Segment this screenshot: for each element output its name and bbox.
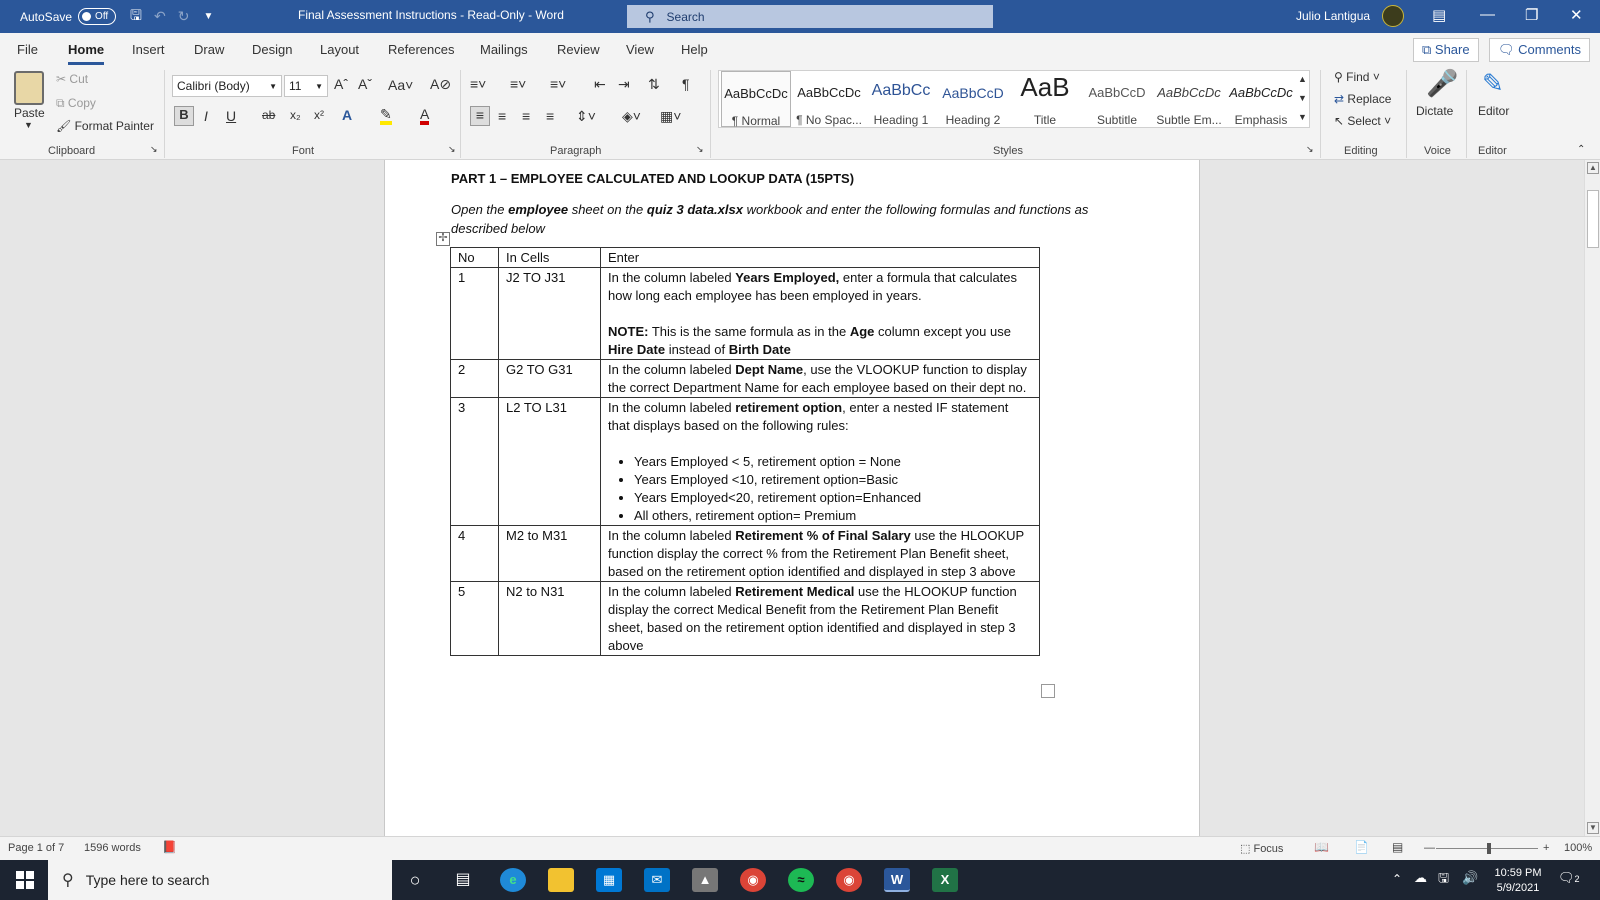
cut-icon: ✂ — [56, 72, 67, 86]
shrink-font-icon[interactable]: Aˇ — [358, 76, 372, 92]
autosave-label: AutoSave — [20, 9, 73, 24]
cell-bold: Age — [849, 324, 875, 339]
underline-icon[interactable]: U — [226, 108, 237, 124]
tab-mailings[interactable]: Mailings — [480, 42, 528, 57]
replace-icon: ⇄ — [1334, 92, 1345, 106]
cell-text: In the column labeled — [608, 400, 736, 415]
table-row — [451, 268, 1040, 360]
cell-bold: Years Employed, — [735, 270, 840, 285]
bold-icon[interactable]: B — [174, 106, 194, 126]
table-row — [451, 526, 1040, 582]
onedrive-icon[interactable]: ☁ — [1414, 870, 1427, 885]
list-item: • Years Employed < 5, retirement option = None — [634, 453, 1032, 471]
font-size-combo[interactable]: 11 ▼ — [284, 75, 328, 97]
copy-icon: ⧉ — [56, 96, 65, 110]
copy-button[interactable] — [56, 96, 96, 111]
cell-instructions — [601, 526, 1040, 582]
select-label: Select — [1347, 114, 1381, 128]
style-name: Emphasis — [1234, 113, 1288, 127]
style-name: Heading 1 — [873, 113, 929, 127]
windows-taskbar — [0, 860, 1600, 900]
taskbar-search-placeholder: Type here to search — [85, 872, 210, 888]
strikethrough-icon[interactable]: ab — [262, 108, 276, 122]
style-preview: AaBbCcDc — [724, 86, 788, 101]
align-center-icon[interactable]: ≡ — [498, 108, 507, 124]
cell-instructions — [601, 360, 1040, 398]
intro-text: Open the — [451, 202, 509, 217]
list-item: • Years Employed<20, retirement option=Enhanced — [634, 489, 1032, 507]
justify-icon[interactable]: ≡ — [546, 108, 555, 124]
intro-text: workbook and enter the following formulas and functions as described below — [451, 202, 1089, 236]
clock-date: 5/9/2021 — [1496, 882, 1540, 894]
style-title[interactable] — [1009, 71, 1081, 127]
divider — [710, 70, 711, 158]
tab-review[interactable]: Review — [557, 42, 600, 57]
styles-more-icon[interactable]: ▼ — [1298, 112, 1307, 122]
cell-text: In the column labeled — [608, 584, 736, 599]
document-title: Final Assessment Instructions - Read-Only - Word — [298, 8, 564, 22]
style-name: ¶ Normal — [731, 114, 781, 128]
search-box[interactable] — [627, 5, 993, 28]
cell-instructions — [601, 398, 1040, 526]
editing-group-label: Editing — [1344, 145, 1378, 157]
volume-icon[interactable]: 🔊 — [1462, 870, 1479, 885]
style-preview: AaBbCcDc — [1229, 85, 1293, 100]
divider — [1320, 70, 1321, 158]
cell-no: 1 — [451, 268, 499, 360]
cell-range: L2 TO L31 — [499, 398, 601, 526]
font-color-icon[interactable]: A — [420, 107, 429, 125]
cell-range: G2 TO G31 — [499, 360, 601, 398]
network-icon[interactable]: 🖫 — [1438, 870, 1450, 885]
style-heading-1[interactable] — [865, 71, 937, 127]
paste-icon[interactable] — [14, 71, 44, 105]
font-launcher-icon[interactable]: ↘ — [448, 144, 456, 154]
customize-qat-icon[interactable]: ▼ — [203, 11, 214, 22]
select-button[interactable]: ↖ Select ˅ — [1334, 114, 1392, 128]
undo-icon[interactable]: ↶ — [153, 8, 166, 24]
autosave-toggle[interactable] — [78, 8, 116, 25]
tab-insert[interactable]: Insert — [132, 42, 165, 57]
header-cell: In Cells — [499, 248, 601, 268]
format-painter-button[interactable] — [56, 119, 154, 133]
excel-icon[interactable]: X — [932, 868, 958, 892]
comments-button[interactable]: 🗨 Comments — [1489, 38, 1590, 62]
intro-text: sheet on the — [568, 202, 647, 217]
style-subtle-emphasis[interactable] — [1153, 71, 1225, 127]
align-left-icon[interactable]: ≡ — [470, 106, 490, 126]
status-bar — [0, 836, 1600, 860]
style-no-spacing[interactable] — [793, 71, 865, 127]
table-header-row — [451, 248, 1040, 268]
intro-paragraph — [451, 200, 1121, 238]
cell-bold: NOTE: — [608, 324, 649, 339]
cut-label: Cut — [69, 72, 89, 86]
print-layout-icon[interactable]: 📄 — [1354, 840, 1369, 854]
cell-bold: retirement option — [735, 400, 843, 415]
share-button[interactable]: ⧉ Share — [1413, 38, 1479, 62]
styles-gallery — [718, 70, 1310, 128]
redo-icon[interactable]: ↻ — [177, 8, 190, 24]
restore-icon[interactable]: ❐ — [1525, 7, 1539, 24]
decrease-indent-icon[interactable]: ⇤ — [594, 76, 606, 92]
avatar[interactable] — [1382, 5, 1404, 27]
increase-indent-icon[interactable]: ⇥ — [618, 76, 630, 92]
cell-no: 5 — [451, 582, 499, 656]
tab-view[interactable]: View — [626, 42, 654, 57]
cell-text: instead of — [665, 342, 729, 357]
copy-label: Copy — [67, 96, 96, 110]
read-mode-icon[interactable]: 📖 — [1314, 840, 1329, 854]
italic-icon[interactable]: I — [204, 108, 208, 124]
vertical-scrollbar[interactable] — [1584, 160, 1600, 836]
clock[interactable] — [1488, 866, 1548, 896]
cell-text: In the column labeled — [608, 528, 736, 543]
zoom-in-icon[interactable]: + — [1543, 842, 1550, 854]
shading-icon[interactable]: ◈˅ — [622, 108, 641, 124]
borders-icon[interactable]: ▦˅ — [660, 108, 682, 124]
style-preview: AaB — [1020, 72, 1070, 102]
find-icon: ⚲ — [1334, 70, 1343, 84]
note-paragraph — [608, 323, 1032, 359]
notifications-icon[interactable]: 🗨2 — [1558, 870, 1580, 885]
search-icon: ⚲ — [62, 872, 74, 889]
cell-text: , enter a nested IF statement that displays based on the following rules: — [608, 400, 1009, 433]
page-indicator[interactable]: Page 1 of 7 — [8, 842, 65, 854]
collapse-ribbon-icon[interactable]: ⌃ — [1577, 144, 1586, 155]
font-family-value: Calibri (Body) — [177, 79, 250, 93]
autosave-control[interactable] — [20, 8, 116, 25]
numbering-icon[interactable]: ≡˅ — [510, 76, 527, 92]
mail-icon[interactable]: ✉ — [644, 868, 670, 892]
style-preview: AaBbCcDc — [1157, 85, 1221, 100]
font-group-label: Font — [292, 145, 315, 157]
focus-label: Focus — [1253, 843, 1284, 855]
cell-text: This is the same formula as in the — [648, 324, 850, 339]
font-family-combo[interactable]: Calibri (Body) ▼ — [172, 75, 282, 97]
clock-time: 10:59 PM — [1494, 867, 1542, 879]
cell-bold: Hire Date — [608, 342, 666, 357]
change-case-icon[interactable]: Aa˅ — [388, 77, 414, 93]
highlight-icon[interactable]: ✎ — [380, 107, 392, 125]
multilevel-list-icon[interactable]: ≡˅ — [550, 76, 567, 92]
style-heading-2[interactable] — [937, 71, 1009, 127]
cell-text: use the HLOOKUP function display the correct Medical Benefit from the Retirement Plan Benefit sheet, based on the retirement option identified and displayed in step 3 above — [608, 584, 1017, 653]
scroll-thumb[interactable] — [1587, 190, 1599, 248]
dictate-button[interactable]: Dictate — [1416, 104, 1454, 118]
cell-text: use the HLOOKUP function display the correct % from the Retirement Plan Benefit sheet, based on the retirement option identified and displayed in step 3 above — [608, 528, 1024, 579]
minimize-icon[interactable]: — — [1480, 6, 1495, 23]
line-spacing-icon[interactable]: ⇕˅ — [576, 108, 596, 124]
subscript-icon[interactable]: x₂ — [290, 108, 301, 122]
chrome-icon[interactable]: ◉ — [740, 868, 766, 892]
zoom-out-icon[interactable]: — — [1424, 842, 1435, 854]
web-layout-icon[interactable]: ▤ — [1392, 840, 1404, 854]
replace-label: Replace — [1347, 92, 1392, 106]
cell-bold: Retirement % of Final Salary — [735, 528, 911, 543]
divider — [164, 70, 165, 158]
tray-chevron-icon[interactable]: ⌃ — [1392, 872, 1403, 886]
save-icon[interactable]: 🖫 — [130, 6, 142, 23]
edge-icon[interactable]: e — [500, 868, 526, 892]
cell-no: 3 — [451, 398, 499, 526]
style-name: Heading 2 — [945, 113, 1001, 127]
editor-group-label: Editor — [1478, 145, 1507, 157]
cortana-icon[interactable]: ○ — [409, 870, 421, 890]
tab-file[interactable]: File — [17, 42, 38, 57]
zoom-slider-knob[interactable] — [1487, 843, 1491, 854]
styles-launcher-icon[interactable]: ↘ — [1306, 144, 1314, 154]
word-icon[interactable]: W — [884, 868, 910, 892]
cell-instructions — [601, 582, 1040, 656]
cell-bold: Dept Name — [735, 362, 804, 377]
intro-bold: quiz 3 data.xlsx — [646, 202, 743, 217]
tab-references[interactable]: References — [388, 42, 455, 57]
tab-draw[interactable]: Draw — [194, 42, 225, 57]
share-label: Share — [1434, 42, 1470, 57]
editor-button[interactable]: Editor — [1478, 104, 1510, 118]
style-subtitle[interactable] — [1081, 71, 1153, 127]
title-bar — [0, 0, 1600, 33]
paragraph-launcher-icon[interactable]: ↘ — [696, 144, 704, 154]
table-resize-handle[interactable] — [1041, 684, 1055, 698]
cell-text: , use the VLOOKUP function to display the correct Department Name for each employee based on their dept no. — [608, 362, 1027, 395]
microphone-icon[interactable]: 🎤 — [1426, 68, 1459, 98]
brush-icon: 🖌 — [56, 119, 72, 133]
font-size-value: 11 — [289, 79, 302, 93]
clipboard-launcher-icon[interactable]: ↘ — [150, 144, 158, 154]
cell-bold: Retirement Medical — [735, 584, 855, 599]
voice-group-label: Voice — [1424, 145, 1451, 157]
close-icon[interactable]: ✕ — [1570, 7, 1583, 24]
tab-home[interactable]: Home — [68, 42, 105, 57]
cell-range: N2 to N31 — [499, 582, 601, 656]
ribbon-display-icon[interactable]: ▤ — [1432, 7, 1447, 24]
instructions-table — [450, 247, 1040, 656]
cell-range: J2 TO J31 — [499, 268, 601, 360]
cell-range: M2 to M31 — [499, 526, 601, 582]
clear-formatting-icon[interactable]: A⊘ — [430, 76, 452, 92]
store-icon[interactable]: ▦ — [596, 868, 622, 892]
focus-icon: ⬚ — [1240, 843, 1251, 855]
table-move-handle-icon[interactable]: ✢ — [436, 232, 450, 246]
task-view-icon[interactable]: ▤ — [455, 871, 471, 888]
superscript-icon[interactable]: x² — [314, 108, 324, 122]
windows-start-icon[interactable] — [16, 871, 34, 889]
paste-dropdown-icon[interactable]: ▼ — [24, 120, 33, 130]
comments-label: Comments — [1518, 42, 1581, 57]
replace-button[interactable] — [1334, 92, 1391, 106]
find-button[interactable]: ⚲ Find ˅ — [1334, 70, 1380, 84]
style-preview: AaBbCcD — [942, 85, 1004, 101]
show-marks-icon[interactable]: ¶ — [682, 76, 690, 92]
cell-text: In the column labeled — [608, 362, 736, 377]
clipboard-group-label: Clipboard — [48, 145, 96, 157]
divider — [460, 70, 461, 158]
cell-text: In the column labeled — [608, 270, 736, 285]
sort-icon[interactable]: ⇅ — [648, 76, 660, 92]
style-preview: AaBbCcDc — [797, 85, 861, 100]
tab-help[interactable]: Help — [681, 42, 708, 57]
select-icon: ↖ — [1334, 114, 1345, 128]
notification-count: 2 — [1574, 874, 1580, 884]
file-explorer-icon[interactable] — [548, 868, 574, 892]
taskbar-search[interactable] — [48, 860, 392, 900]
style-preview: AaBbCc — [871, 82, 931, 99]
chrome-icon[interactable]: ◉ — [836, 868, 862, 892]
styles-scroll-down-icon[interactable]: ▼ — [1298, 93, 1307, 103]
align-right-icon[interactable]: ≡ — [522, 108, 531, 124]
paste-button[interactable]: Paste — [14, 106, 45, 120]
divider — [1406, 70, 1407, 158]
page-heading: PART 1 – EMPLOYEE CALCULATED AND LOOKUP DATA (15PTS) — [451, 171, 855, 186]
cell-text: column except you use — [874, 324, 1011, 339]
style-name: Title — [1033, 113, 1057, 127]
list-item: • Years Employed <10, retirement option=Basic — [634, 471, 1032, 489]
cut-button[interactable] — [56, 72, 88, 86]
cell-no: 4 — [451, 526, 499, 582]
paragraph-group-label: Paragraph — [550, 145, 602, 157]
style-preview: AaBbCcD — [1088, 85, 1146, 100]
style-name: Subtle Em... — [1156, 113, 1222, 127]
focus-button[interactable] — [1240, 842, 1283, 855]
rules-list — [634, 453, 1032, 525]
spotify-icon[interactable]: ≈ — [788, 868, 814, 892]
editor-pen-icon[interactable]: ✎ — [1482, 68, 1504, 98]
word-count[interactable]: 1596 words — [84, 842, 141, 854]
style-name: Subtitle — [1096, 113, 1138, 127]
intro-bold: employee — [508, 202, 569, 217]
search-icon: ⚲ — [645, 8, 655, 24]
search-placeholder: Search — [666, 9, 705, 24]
style-normal[interactable] — [721, 71, 791, 127]
cell-text: enter a formula that calculates how long each employee has been employed in years. — [608, 270, 1018, 303]
grow-font-icon[interactable]: Aˆ — [334, 76, 348, 92]
document-page[interactable] — [384, 160, 1200, 836]
cell-bold: Birth Date — [728, 342, 791, 357]
text-effects-icon[interactable]: A — [342, 107, 353, 123]
divider — [1466, 70, 1467, 158]
list-item: • All others, retirement option= Premium — [634, 507, 1032, 525]
tab-layout[interactable]: Layout — [320, 42, 360, 57]
style-emphasis[interactable] — [1225, 71, 1297, 127]
header-cell: No — [451, 248, 499, 268]
tab-design[interactable]: Design — [252, 42, 293, 57]
bullets-icon[interactable]: ≡˅ — [470, 76, 487, 92]
proofing-icon[interactable]: 📕 — [162, 840, 177, 854]
styles-group-label: Styles — [993, 145, 1023, 157]
user-name[interactable]: Julio Lantigua — [1296, 9, 1371, 23]
scroll-down-icon[interactable]: ▼ — [1587, 822, 1599, 834]
zoom-level[interactable]: 100% — [1564, 842, 1593, 854]
table-row — [451, 582, 1040, 656]
menu-tabs — [0, 33, 1600, 66]
table-row — [451, 398, 1040, 526]
find-label: Find — [1346, 70, 1370, 84]
app-icon[interactable]: ▲ — [692, 868, 718, 892]
cell-no: 2 — [451, 360, 499, 398]
scroll-up-icon[interactable]: ▲ — [1587, 162, 1599, 174]
header-cell: Enter — [601, 248, 1040, 268]
style-name: ¶ No Spac... — [796, 113, 862, 127]
cell-instructions — [601, 268, 1040, 360]
table-row — [451, 360, 1040, 398]
format-painter-label: Format Painter — [74, 119, 154, 133]
ribbon — [0, 66, 1600, 160]
autosave-state: Off — [95, 11, 109, 22]
styles-scroll-up-icon[interactable]: ▲ — [1298, 74, 1307, 84]
